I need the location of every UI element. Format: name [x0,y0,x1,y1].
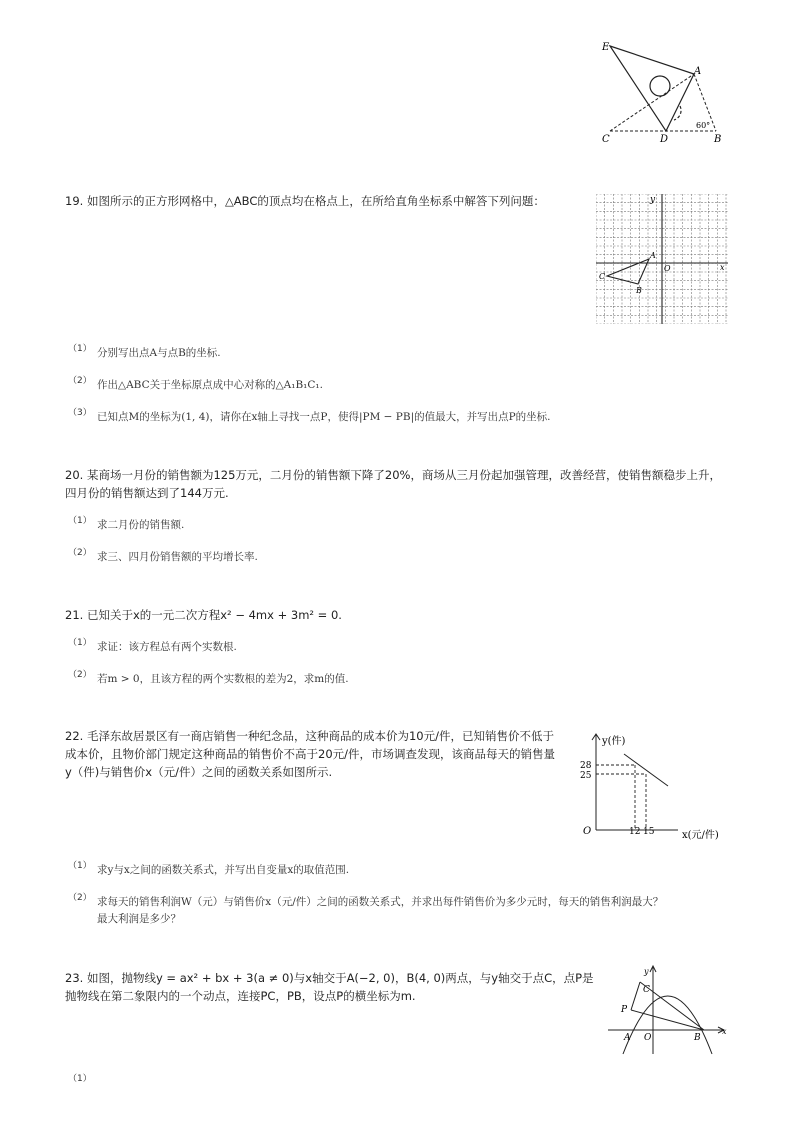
q22-stem-line3: y（件)与销售价x（元/件）之间的函数关系如图所示. [65,765,333,779]
q22-part2-text: 求每天的销售利润W（元）与销售价x（元/件）之间的函数关系式，并求出每件销售价为多少元时，每天的销售利润最大？ [97,896,664,908]
q19-part1-text: 分别写出点A与点B的坐标. [97,347,221,359]
parabola [623,996,712,1054]
q22-part2-number: （2） [68,893,92,903]
label-C: C [602,134,610,145]
tick-15: 15 [643,827,655,837]
label-P: P [621,1005,628,1015]
tick-12: 12 [629,827,641,837]
q22-function-graph [578,730,728,842]
triangle-EAD [610,46,694,131]
graph-x-label: x(元/件) [682,830,719,841]
q19-part3-number: （3） [68,408,92,418]
q22-part1-text: 求y与x之间的函数关系式，并写出自变量x的取值范围. [97,864,350,876]
label-B: B [636,286,642,295]
label-A: A [624,1033,631,1043]
q20-part1-text: 求二月份的销售额. [97,519,185,531]
q20-part2-text: 求三、四月份销售额的平均增长率. [97,551,258,563]
q21-part2-number: （2） [68,670,92,680]
q19-part1-number: （1） [68,344,92,354]
q19-part2-number: （2） [68,376,92,386]
q19-part2-text: 作出△ABC关于坐标原点成中心对称的△A₁B₁C₁. [97,379,323,391]
x-axis-label: x [722,1027,727,1036]
q20-part2-number: （2） [68,548,92,558]
y-axis-label: y [650,195,656,205]
label-B: B [694,1033,701,1043]
q23-parabola-figure [608,962,730,1056]
q20-part1-number: （1） [68,516,92,526]
label-O: O [644,1033,652,1043]
q18-geometry-figure [596,38,726,148]
q21-part1-number: （1） [68,638,92,648]
q22-part1-number: （1） [68,861,92,871]
q20-stem-line2: 四月份的销售额达到了144万元. [65,486,229,500]
q23-stem-line2: 抛物线在第二象限内的一个动点，连接PC，PB，设点P的横坐标为m. [65,989,416,1003]
label-C: C [599,272,606,281]
q21-part1-text: 求证：该方程总有两个实数根. [97,641,237,653]
label-A: A [694,66,702,77]
tick-28: 28 [580,761,592,771]
q19-stem: 19. 如图所示的正方形网格中，△ABC的顶点均在格点上，在所给直角坐标系中解答下列问题： [65,194,545,208]
y-axis-label: y [644,967,649,976]
q22-stem-line2: 成本价，且物价部门规定这种商品的销售价不高于20元/件，市场调查发现，该商品每天的销售量 [65,747,556,761]
q23-stem-line1: 23. 如图，抛物线y = ax² + bx + 3(a ≠ 0)与x轴交于A(−2, 0)，B(4, 0)两点，与y轴交于点C，点P是 [65,971,594,985]
label-C: C [643,985,650,995]
q22-part2-text-line2: 最大利润是多少？ [97,913,181,925]
label-E: E [602,42,610,53]
circle-mark [650,76,670,96]
tick-25: 25 [580,771,592,781]
label-angle: 60° [696,121,711,130]
graph-y-label: y(件) [602,736,626,747]
q19-grid-figure [596,194,728,324]
q19-part3-text: 已知点M的坐标为(1, 4)，请你在x轴上寻找一点P，使得|PM − PB|的值最大，并写出点P的坐标. [97,411,551,423]
q21-part2-text: 若m > 0，且该方程的两个实数根的差为2，求m的值. [97,673,349,685]
q21-stem: 21. 已知关于x的一元二次方程x² − 4mx + 3m² = 0. [65,608,342,622]
label-B: B [714,134,722,145]
q20-stem-line1: 20. 某商场一月份的销售额为125万元，二月份的销售额下降了20%，商场从三月份起加强管理，改善经营，使销售额稳步上升， [65,468,721,482]
q23-part1-number: （1） [68,1074,92,1084]
q22-stem-line1: 22. 毛泽东故居景区有一商店销售一种纪念品，这种商品的成本价为10元/件，已知销售价不低于 [65,729,554,743]
label-D: D [660,134,669,145]
label-A: A [650,251,656,260]
graph-origin: O [583,826,592,837]
x-axis-label: x [720,263,725,272]
origin-label: O [664,264,671,273]
